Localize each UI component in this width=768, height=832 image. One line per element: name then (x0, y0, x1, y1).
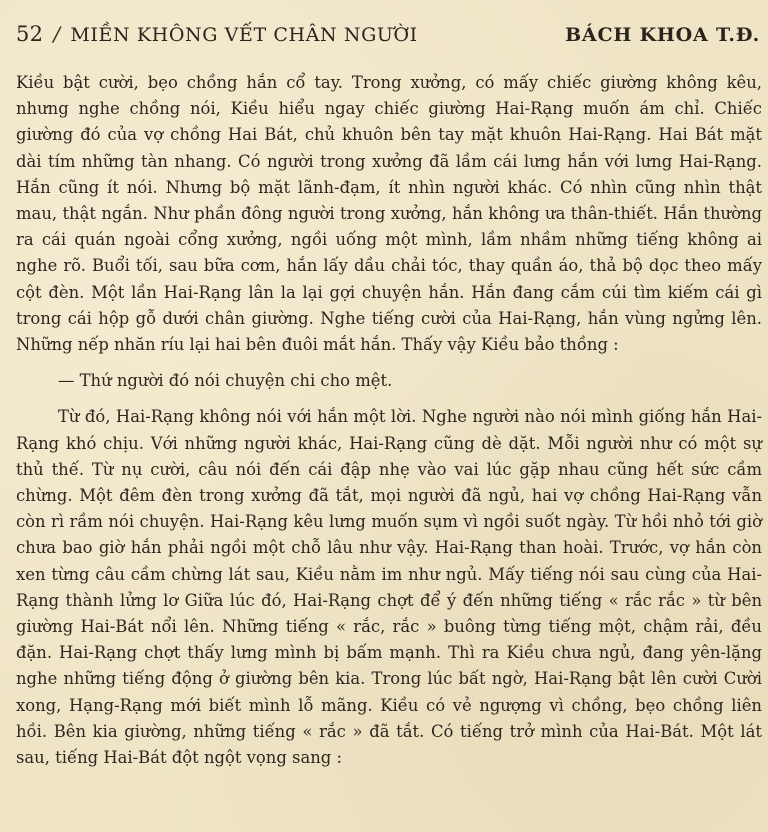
header-left (16, 22, 418, 46)
page-header (16, 22, 762, 56)
running-title: MIỀN KHÔNG VẾT CHÂN NGƯỜI (70, 24, 418, 46)
paragraph-3: Từ đó, Hai-Rạng không nói với hắn một lời. Nghe người nào nói mình giống hắn Hai-Rạng khó chịu. Với những người khác, Hai-Rạng cũng dè dặt. Mỗi người như có một sự thủ thế. Từ nụ cười, câu nói đến cái đập nhẹ vào vai lúc gặp nhau cũng hết sức cầm chừng. Một đêm đèn trong xưởng đã tắt, mọi người đã ngủ, hai vợ chồng Hai-Rạng vẫn còn rì rầm nói chuyện. Hai-Rạng kêu lưng muốn sụm vì ngồi suốt ngày. Từ hồi nhỏ tới giờ chưa bao giờ hắn phải ngồi một chỗ lâu như vậy. Hai-Rạng than hoài. Trước, vợ hắn còn xen từng câu cầm chừng lát sau, Kiều nằm im như ngủ. Mấy tiếng nói sau cùng của Hai-Rạng thành lửng lơ Giữa lúc đó, Hai-Rạng chợt để ý đến những tiếng « rắc rắc » từ bên giường Hai-Bát nổi lên. Những tiếng « rắc, rắc » buông từng tiếng một, chậm rải, đều đặn. Hai-Rạng chợt thấy lưng mình bị bấm mạnh. Thì ra Kiều chưa ngủ, đang yên-lặng nghe những tiếng động ở giường bên kia. Trong lúc bất ngờ, Hai-Rạng bật lên cười Cười xong, Hạng-Rạng mới biết mình lỗ mãng. Kiều có vẻ ngượng vì chồng, bẹo chồng liên hồi. Bên kia giường, những tiếng « rắc » đã tắt. Có tiếng trở mình của Hai-Bát. Một lát sau, tiếng Hai-Bát đột ngột vọng sang : (16, 407, 762, 768)
body-text (16, 70, 762, 771)
paragraph-dialogue: — Thứ người đó nói chuyện chi cho mệt. (58, 371, 393, 391)
page-number: 52 (16, 22, 44, 46)
header-separator: / (53, 22, 61, 46)
journal-name: BÁCH KHOA T.Đ. (565, 24, 760, 46)
paragraph-1: Kiều bật cười, bẹo chồng hắn cổ tay. Trong xưởng, có mấy chiếc giường không kêu, nhưng nghe chồng nói, Kiều hiểu ngay chiếc giường Hai-Rạng muốn ám chỉ. Chiếc giường đó của vợ chồng Hai Bát, chủ khuôn bên tay mặt khuôn Hai-Rạng. Hai Bát mặt dài tím những tàn nhang. Có người trong xưởng đã lầm cái lưng hắn với lưng Hai-Rạng. Hắn cũng ít nói. Nhưng bộ mặt lãnh-đạm, ít nhìn người khác. Có nhìn cũng nhìn thật mau, thật ngắn. Như phần đông người trong xưởng, hắn không ưa thân-thiết. Hắn thường ra cái quán ngoài cổng xưởng, ngồi uống một mình, lầm nhầm những tiếng không ai nghe rõ. Buổi tối, sau bữa cơm, hắn lấy dầu chải tóc, thay quần áo, thả bộ dọc theo mấy cột đèn. Một lần Hai-Rạng lân la lại gợi chuyện hắn. Hắn đang cắm cúi tìm kiếm cái gì trong cái hộp gỗ dưới chân giường. Nghe tiếng cười của Hai-Rạng, hắn vùng ngửng lên. Những nếp nhăn ríu lại hai bên đuôi mắt hắn. Thấy vậy Kiều bảo thồng : (16, 73, 762, 355)
